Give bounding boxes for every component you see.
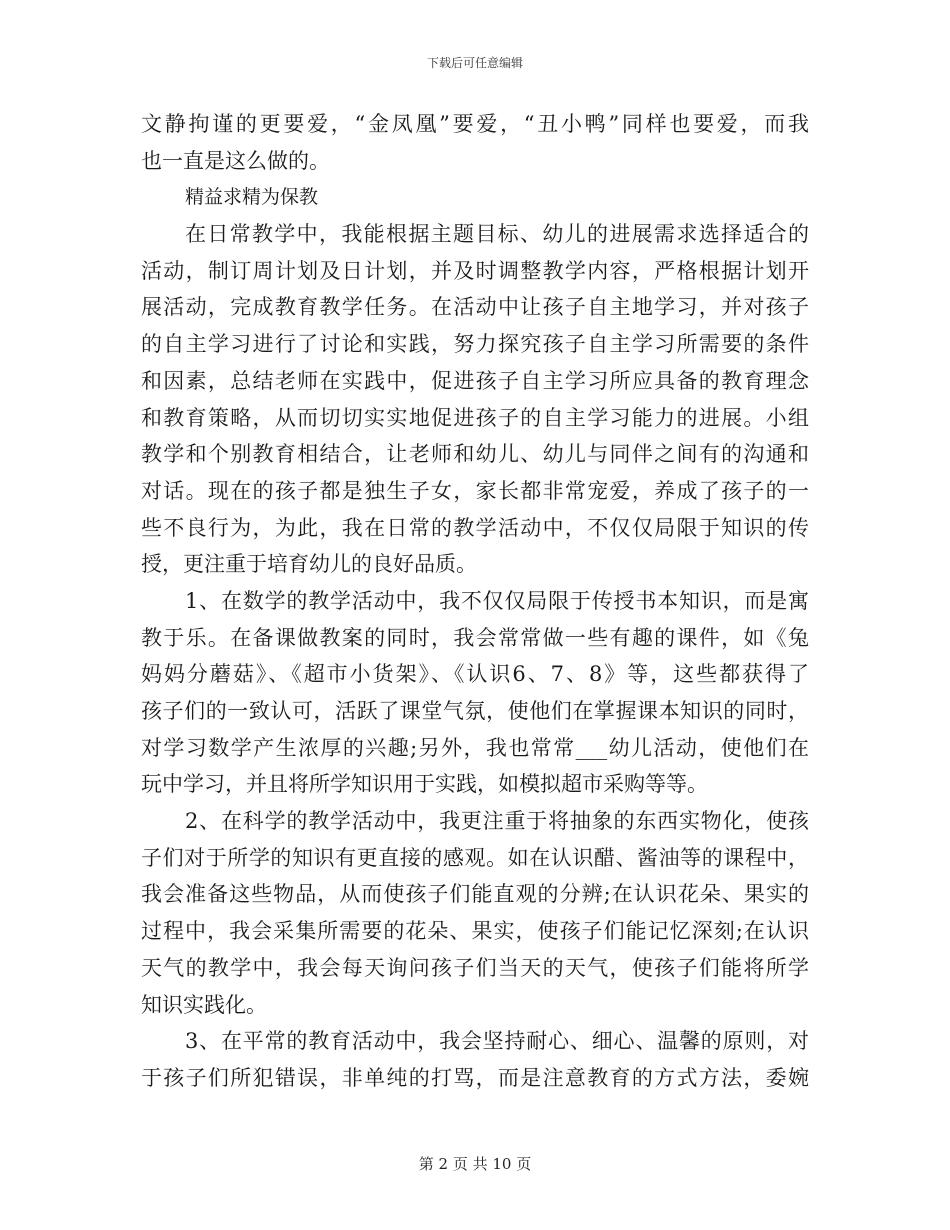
text-line: 也一直是这么做的。 [141, 148, 330, 173]
text-line: 和因素，总结老师在实践中，促进孩子自主学习所应具备的教育理念 [141, 368, 809, 393]
text-line: 教于乐。在备课做教案的同时，我会常常做一些有趣的课件，如《兔 [141, 625, 809, 650]
text-line: 玩中学习，并且将所学知识用于实践，如模拟超市采购等等。 [141, 772, 708, 797]
text-line: 孩子们的一致认可，活跃了课堂气氛，使他们在掌握课本知识的同时， [141, 699, 809, 723]
text-line: 妈妈分蘑菇》、《超市小货架》、《认识6、7、8》等，这些都获得了 [141, 662, 809, 687]
text-line: 活动，制订周计划及日计划，并及时调整教学内容，严格根据计划开 [141, 258, 809, 283]
text-line: 于孩子们所犯错误，非单纯的打骂，而是注意教育的方式方法，委婉 [141, 1065, 809, 1090]
text-line: 1、在数学的教学活动中，我不仅仅局限于传授书本知识，而是寓 [185, 588, 809, 613]
section-heading: 精益求精为保教 [185, 186, 319, 209]
page-header: 下载后可任意编辑 [426, 56, 523, 70]
text-line: 教学和个别教育相结合，让老师和幼儿、幼儿与同伴之间有的沟通和 [141, 442, 809, 467]
text-line: 授，更注重于培育幼儿的良好品质。 [141, 552, 477, 577]
text-line: 对话。现在的孩子都是独生子女，家长都非常宠爱，养成了孩子的一 [141, 478, 809, 503]
text-line: 些不良行为，为此，我在日常的教学活动中，不仅仅局限于知识的传 [141, 515, 809, 540]
text-line: 子们对于所学的知识有更直接的感观。如在认识醋、酱油等的课程中， [141, 845, 809, 870]
text-line: 和教育策略，从而切切实实地促进孩子的自主学习能力的进展。小组 [141, 405, 809, 430]
text-line: 对学习数学产生浓厚的兴趣;另外，我也常常___幼儿活动，使他们在 [141, 735, 809, 760]
text-line: 3、在平常的教育活动中，我会坚持耐心、细心、温馨的原则，对 [185, 1029, 809, 1054]
text-line: 2、在科学的教学活动中，我更注重于将抽象的东西实物化，使孩 [185, 809, 809, 834]
page-number: 第 2 页 共 10 页 [418, 1155, 532, 1173]
text-line: 天气的教学中，我会每天询问孩子们当天的天气，使孩子们能将所学 [141, 955, 809, 980]
document-body [141, 106, 809, 1097]
text-line: 我会准备这些物品，从而使孩子们能直观的分辨;在认识花朵、果实的 [141, 882, 809, 907]
text-line: 在日常教学中，我能根据主题目标、幼儿的进展需求选择适合的 [185, 222, 809, 247]
text-line: 展活动，完成教育教学任务。在活动中让孩子自主地学习，并对孩子 [141, 295, 809, 320]
text-line: 过程中，我会采集所需要的花朵、果实，使孩子们能记忆深刻;在认识 [141, 919, 809, 944]
text-line: 知识实践化。 [141, 992, 267, 1017]
text-line: 的自主学习进行了讨论和实践，努力探究孩子自主学习所需要的条件 [141, 332, 809, 357]
text-line: 文静拘谨的更要爱，“金凤凰”要爱，“丑小鸭”同样也要爱，而我 [141, 112, 809, 136]
